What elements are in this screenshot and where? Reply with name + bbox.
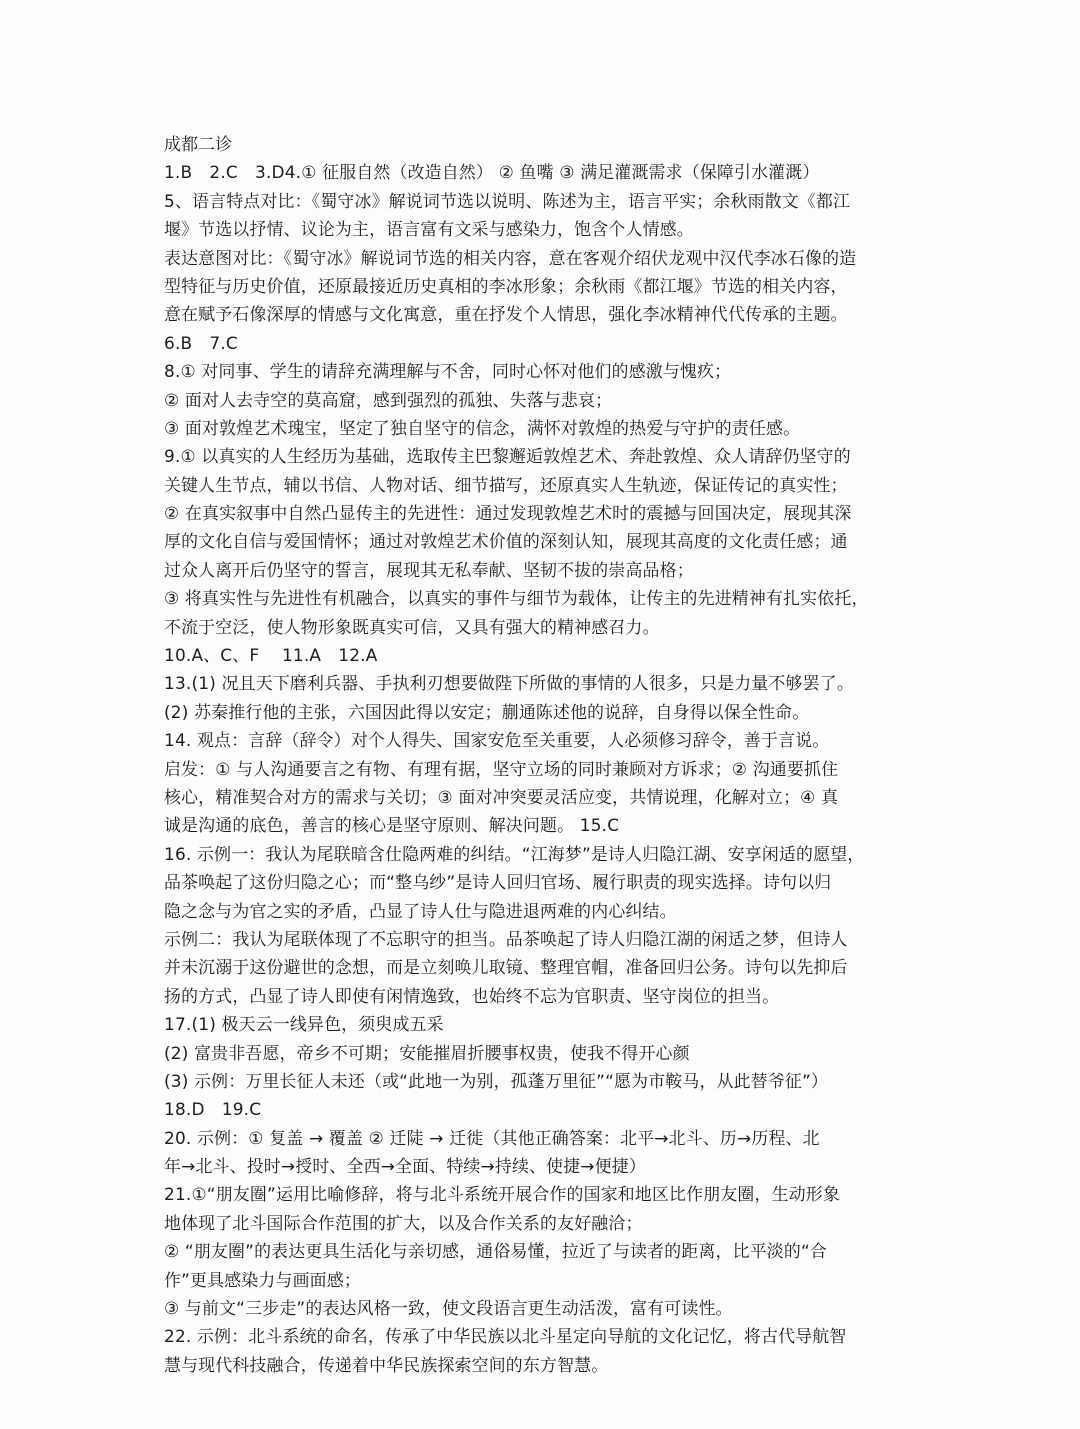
text-line: 13.(1) 况且天下磨利兵器、手执利刃想要做陛下所做的事情的人很多，只是力量不够罢了。 (164, 673, 854, 694)
text-line: 10.A、C、F 11.A 12.A (164, 645, 378, 666)
text-line: 厚的文化自信与爱国情怀；通过对敦煌艺术价值的深刻认知，展现其高度的文化责任感；通 (164, 531, 848, 552)
text-line: 品茶唤起了这份归隐之心；而“整乌纱”是诗人回归官场、履行职责的现实选择。诗句以归 (164, 872, 832, 893)
text-line: 示例二：我认为尾联体现了不忘职守的担当。品茶唤起了诗人归隐江湖的闲适之梦，但诗人 (164, 928, 848, 949)
text-line: 作”更具感染力与画面感； (164, 1269, 361, 1290)
text-line: 隐之念与为官之实的矛盾，凸显了诗人仕与隐进退两难的内心纠结。 (164, 900, 677, 921)
text-line: 诚是沟通的底色，善言的核心是坚守原则、解决问题。 15.C (164, 815, 620, 836)
text-line: 17.(1) 极天云一线异色，须臾成五采 (164, 1014, 444, 1035)
answer-text (164, 130, 934, 1379)
text-line: 关键人生节点，辅以书信、人物对话、细节描写，还原真实人生轨迹，保证传记的真实性； (164, 474, 848, 495)
text-line: (2) 富贵非吾愿，帝乡不可期；安能摧眉折腰事权贵，使我不得开心颜 (164, 1042, 690, 1063)
text-line: 20. 示例：① 复盖 → 覆盖 ② 迁陡 → 迁徙（其他正确答案：北平→北斗、历→历程、北 (164, 1127, 820, 1148)
text-line: 9.① 以真实的人生经历为基础，选取传主巴黎邂逅敦煌艺术、奔赴敦煌、众人请辞仍坚守的 (164, 446, 851, 467)
text-line: 启发：① 与人沟通要言之有物、有理有据，坚守立场的同时兼顾对方诉求；② 沟通要抓住 (164, 758, 839, 779)
text-line: ② “朋友圈”的表达更具生活化与亲切感，通俗易懂，拉近了与读者的距离，比平淡的“合 (164, 1241, 828, 1262)
text-line: 6.B 7.C (164, 332, 238, 353)
text-line: 18.D 19.C (164, 1099, 262, 1120)
text-line: 年→北斗、投时→授时、全西→全面、特续→持续、使捷→便捷） (164, 1156, 646, 1177)
text-line: 扬的方式，凸显了诗人即使有闲情逸致，也始终不忘为官职责、坚守岗位的担当。 (164, 985, 780, 1006)
text-line: ③ 将真实性与先进性有机融合，以真实的事件与细节为载体，让传主的先进精神有扎实依托， (164, 588, 869, 609)
text-line: 16. 示例一：我认为尾联暗含仕隐两难的纠结。“江海梦”是诗人归隐江湖、安享闲适的愿望， (164, 843, 865, 864)
text-line: 堰》节选以抒情、议论为主，语言富有文采与感染力，饱含个人情感。 (164, 219, 694, 240)
text-line: 不流于空泛，使人物形象既真实可信，又具有强大的精神感召力。 (164, 616, 660, 637)
text-line: ③ 面对敦煌艺术瑰宝，坚定了独自坚守的信念，满怀对敦煌的热爱与守护的责任感。 (164, 417, 801, 438)
text-line: 意在赋予石像深厚的情感与文化寓意，重在抒发个人情思，强化李冰精神代代传承的主题。 (164, 304, 848, 325)
text-line: 22. 示例：北斗系统的命名，传承了中华民族以北斗星定向导航的文化记忆，将古代导航智 (164, 1326, 847, 1347)
text-line: 型特征与历史价值，还原最接近历史真相的李冰形象；余秋雨《都江堰》节选的相关内容， (164, 275, 848, 296)
text-line: 地体现了北斗国际合作范围的扩大，以及合作关系的友好融洽； (164, 1212, 643, 1233)
text-line: (2) 苏秦推行他的主张，六国因此得以安定；蒯通陈述他的说辞，自身得以保全性命。 (164, 701, 810, 722)
text-line: 8.① 对同事、学生的请辞充满理解与不舍，同时心怀对他们的感激与愧疚； (164, 361, 732, 382)
text-line: 1.B 2.C 3.D4.① 征服自然（改造自然） ② 鱼嘴 ③ 满足灌溉需求（保障引水灌溉） (164, 162, 820, 183)
text-line: 核心，精准契合对方的需求与关切；③ 面对冲突要灵活应变，共情说理，化解对立；④ 真 (164, 786, 839, 807)
text-line: ② 面对人去寺空的莫高窟，感到强烈的孤独、失落与悲哀； (164, 389, 613, 410)
text-line: 并未沉溺于这份避世的念想，而是立刻唤儿取镜、整理官帽，准备回归公务。诗句以先抑后 (164, 957, 848, 978)
text-line: ③ 与前文“三步走”的表达风格一致，使文段语言更生动活泼，富有可读性。 (164, 1298, 733, 1319)
text-line: 表达意图对比：《蜀守冰》解说词节选的相关内容，意在客观介绍伏龙观中汉代李冰石像的造 (164, 247, 857, 268)
text-line: 21.①“朋友圈”运用比喻修辞，将与北斗系统开展合作的国家和地区比作朋友圈，生动形象 (164, 1184, 840, 1205)
text-line: ② 在真实叙事中自然凸显传主的先进性：通过发现敦煌艺术时的震撼与回国决定，展现其深 (164, 503, 852, 524)
text-line: 14. 观点：言辞（辞令）对个人得失、国家安危至关重要，人必须修习辞令，善于言说。 (164, 730, 830, 751)
text-line: 5、语言特点对比：《蜀守冰》解说词节选以说明、陈述为主，语言平实；余秋雨散文《都江 (164, 190, 851, 211)
text-line: 过众人离开后仍坚守的誓言，展现其无私奉献、坚韧不拔的崇高品格； (164, 559, 694, 580)
text-line: 成都二诊 (164, 134, 233, 154)
text-line: 慧与现代科技融合，传递着中华民族探索空间的东方智慧。 (164, 1354, 609, 1375)
text-line: (3) 示例：万里长征人未还（或“此地一为别，孤蓬万里征”“愿为市鞍马，从此替爷征”） (164, 1070, 829, 1091)
